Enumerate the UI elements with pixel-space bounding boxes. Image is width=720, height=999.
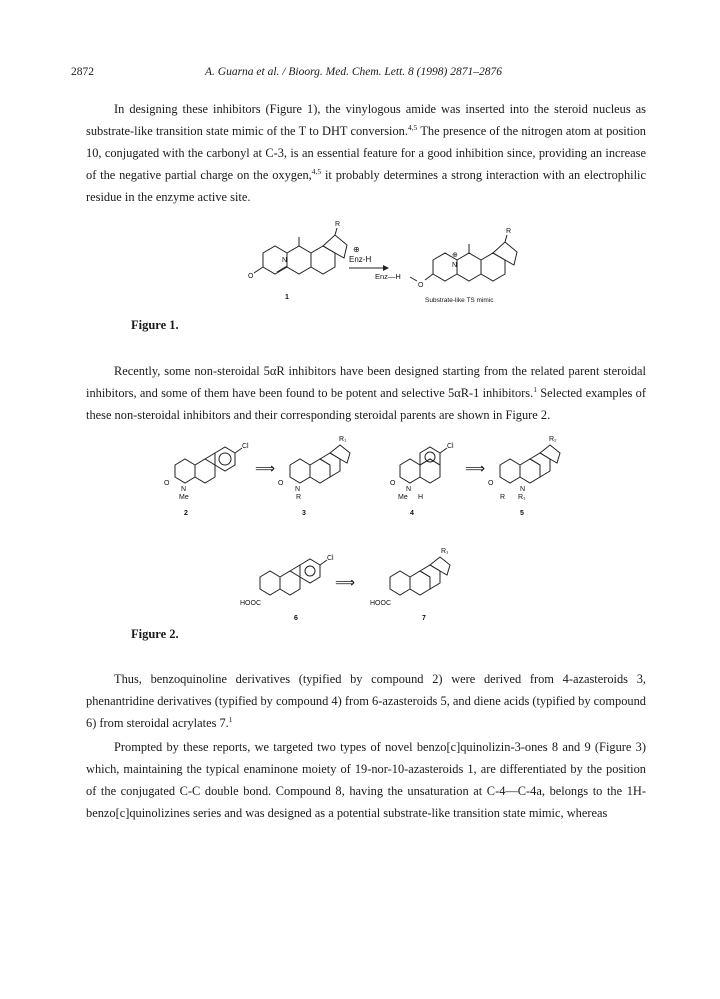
paragraph-1 bbox=[86, 98, 646, 208]
implies-arrow-icon: ⟹ bbox=[255, 460, 276, 476]
paragraph-2 bbox=[86, 360, 646, 426]
compound-number-5: 5 bbox=[520, 510, 524, 517]
implies-arrow-icon: ⟹ bbox=[335, 574, 356, 590]
r2-substituent-label: R₂ bbox=[549, 436, 557, 443]
r-substituent-label: R bbox=[500, 494, 506, 501]
compound-5-structure bbox=[488, 436, 560, 517]
paragraph-1-text-b: The presence of the nitrogen atom at position 10, conjugated with the carbonyl at C-3, is an essential feature for a good inhibition since, providing an increase of the negative partial charge on the oxygen, bbox=[86, 124, 646, 182]
compound-number-2: 2 bbox=[184, 510, 188, 517]
compound-4-structure bbox=[390, 443, 454, 517]
citation-ref: 4,5 bbox=[311, 166, 322, 176]
paragraph-3 bbox=[86, 668, 646, 734]
compound-number-7: 7 bbox=[422, 615, 426, 622]
nitrogen-label: N bbox=[282, 257, 288, 264]
oxygen-label: O bbox=[390, 480, 396, 487]
ts-mimic-caption: Substrate-like TS mimic bbox=[425, 297, 494, 304]
implies-arrow-icon: ⟹ bbox=[465, 460, 486, 476]
r1-substituent-label: R₁ bbox=[518, 494, 526, 501]
chloro-label: Cl bbox=[327, 555, 334, 562]
oxygen-label: O bbox=[418, 282, 424, 289]
figure-2-label: Figure 2. bbox=[131, 627, 179, 641]
paragraph-1-text-a: In designing these inhibitors (Figure 1), the vinylogous amide was inserted into the steroid nucleus as substrate-like transition state mimic of the T to DHT conversion. bbox=[86, 102, 646, 138]
oxygen-label: O bbox=[488, 480, 494, 487]
nitrogen-label: N bbox=[181, 486, 187, 493]
compound-number-1: 1 bbox=[285, 294, 289, 301]
nitrogen-label: N bbox=[295, 486, 301, 493]
compound-6-structure bbox=[240, 555, 334, 622]
r-substituent-label: R bbox=[506, 228, 512, 235]
citation-ref: 1 bbox=[228, 714, 233, 724]
methyl-label: Me bbox=[398, 494, 408, 501]
compound-number-6: 6 bbox=[294, 615, 298, 622]
compound-2-structure bbox=[164, 443, 249, 517]
compound-number-3: 3 bbox=[302, 510, 306, 517]
enzyme-bond-label: Enz—H bbox=[375, 272, 401, 281]
paragraph-2-text-b: Selected examples of these non-steroidal inhibitors and their corresponding steroidal parents are shown in Figure 2. bbox=[86, 386, 646, 422]
paragraph-4-text: Prompted by these reports, we targeted two types of novel benzo[c]quinolizin-3-ones 8 and 9 (Figure 3) which, maintaining the typical enaminone moiety of 19-nor-10-azasteroids 1, are differentiated by the position of the conjugated C-C double bond. Compound 8, having the unsaturation at C-4—C-4a, belongs to the 1H-benzo[c]quinolizines series and was designed as a potential substrate-like transition state mimic, whereas bbox=[86, 740, 646, 820]
oxygen-label: O bbox=[248, 273, 254, 280]
charge-plus-icon: ⊕ bbox=[452, 252, 458, 259]
methyl-label: Me bbox=[179, 494, 189, 501]
r1-substituent-label: R₁ bbox=[441, 548, 449, 555]
compound-1-structure bbox=[248, 221, 347, 301]
hydrogen-label: H bbox=[418, 494, 424, 501]
paragraph-4 bbox=[86, 736, 646, 824]
arrow-head-icon bbox=[383, 265, 389, 271]
running-citation: A. Guarna et al. / Bioorg. Med. Chem. Lett. 8 (1998) 2871–2876 bbox=[205, 66, 502, 78]
chloro-label: Cl bbox=[447, 443, 454, 450]
citation-ref: 1 bbox=[533, 384, 537, 394]
figure-2-scheme bbox=[160, 425, 560, 625]
carboxyl-label: HOOC bbox=[240, 600, 261, 607]
compound-7-structure bbox=[370, 548, 450, 622]
ts-mimic-structure bbox=[375, 228, 517, 304]
chloro-label: Cl bbox=[242, 443, 249, 450]
oxygen-label: O bbox=[278, 480, 284, 487]
nitrogen-label: N bbox=[520, 486, 526, 493]
oxygen-label: O bbox=[164, 480, 170, 487]
carboxyl-label: HOOC bbox=[370, 600, 391, 607]
nitrogen-label: N bbox=[452, 262, 458, 269]
compound-number-4: 4 bbox=[410, 510, 414, 517]
paragraph-2-text-a: Recently, some non-steroidal 5αR inhibitors have been designed starting from the related parent steroidal inhibitors, and some of them have been found to be potent and selective 5αR-1 inhibitors. bbox=[86, 364, 646, 400]
compound-3-structure bbox=[278, 436, 350, 517]
nitrogen-label: N bbox=[406, 486, 412, 493]
r-substituent-label: R bbox=[335, 221, 341, 228]
r-substituent-label: R bbox=[296, 494, 302, 501]
paragraph-3-text-a: Thus, benzoquinoline derivatives (typified by compound 2) were derived from 4-azasteroids 3, phenantridine derivatives (typified by compound 4) from 6-azasteroids 5, and diene acids (typified by compound 6) from steroidal acrylates 7. bbox=[86, 672, 646, 730]
citation-ref: 4,5 bbox=[407, 122, 418, 132]
paragraph-1-text-c: it probably determines a strong interaction with an electrophilic residue in the enzyme active site. bbox=[86, 168, 647, 204]
charge-plus-icon: ⊕ bbox=[353, 245, 360, 254]
figure-1-scheme bbox=[245, 215, 525, 315]
figure-1-label: Figure 1. bbox=[131, 318, 179, 332]
r1-substituent-label: R₁ bbox=[339, 436, 347, 443]
enzyme-label: Enz-H bbox=[349, 255, 372, 264]
page-number: 2872 bbox=[71, 66, 94, 78]
